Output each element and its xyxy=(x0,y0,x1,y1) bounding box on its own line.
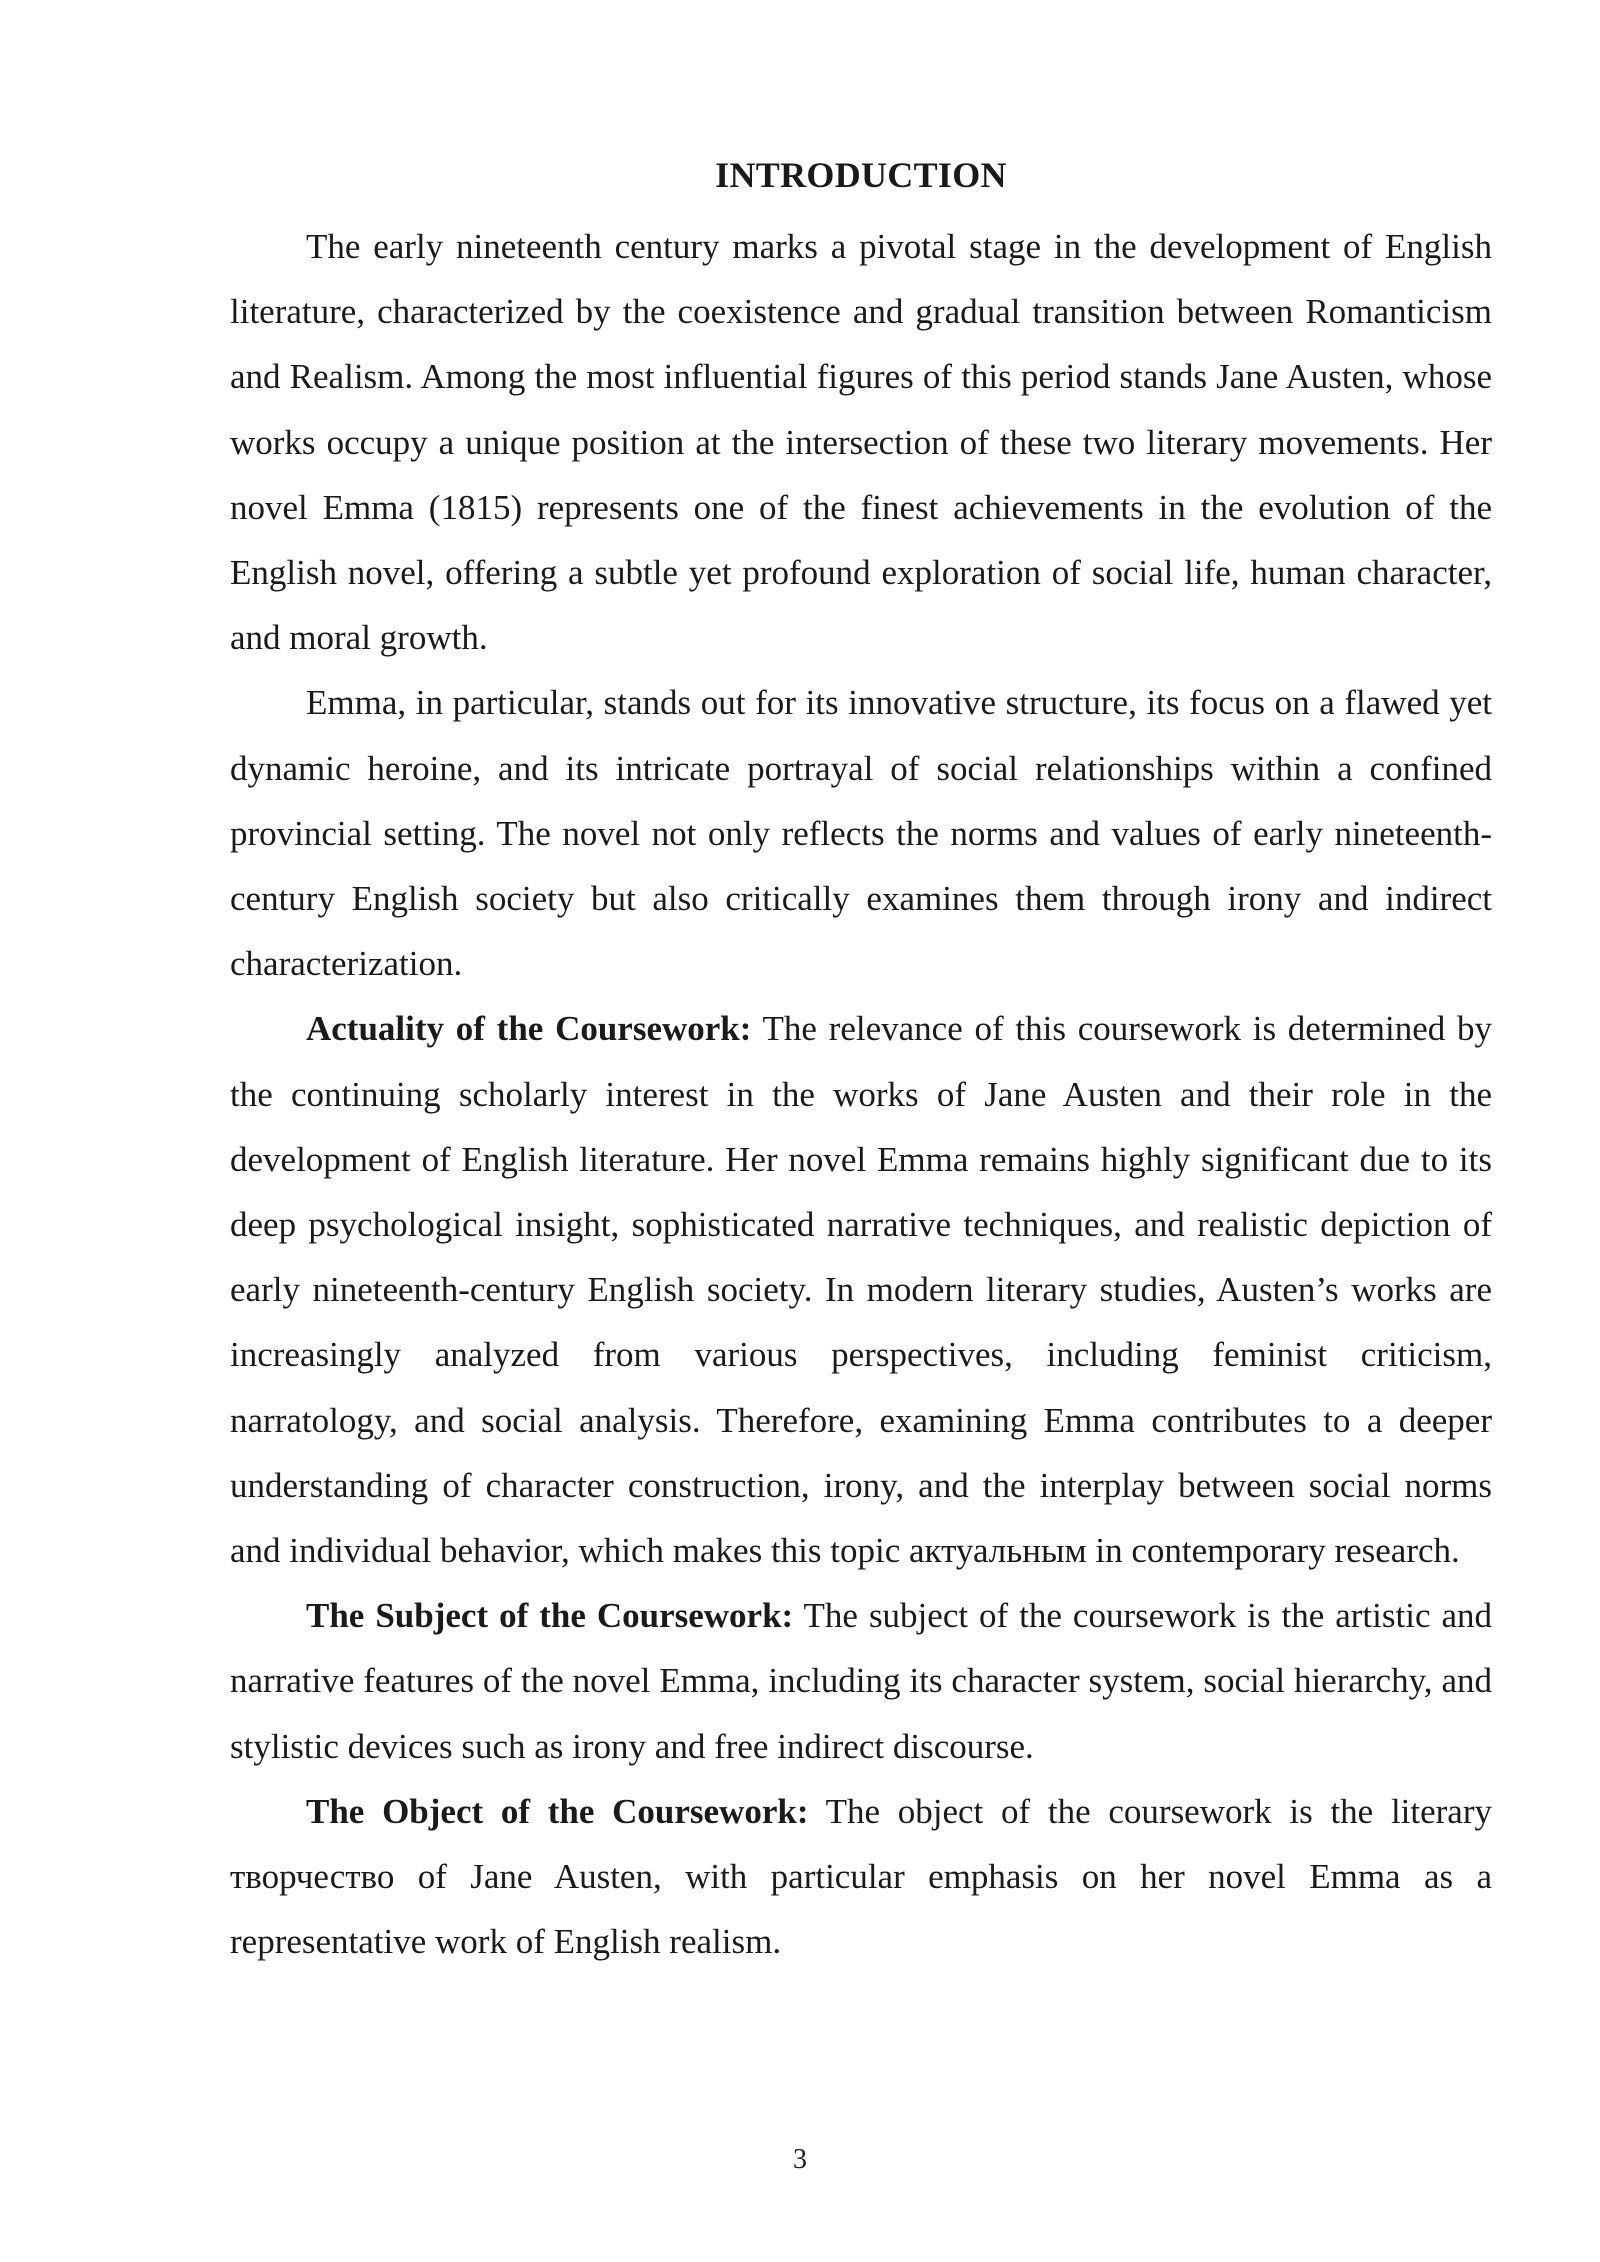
section-title: INTRODUCTION xyxy=(715,155,1007,195)
paragraph-label: The Object of the Coursework: xyxy=(306,1791,809,1831)
paragraph-object xyxy=(230,1779,1492,1975)
paragraph-subject xyxy=(230,1583,1492,1779)
page-content xyxy=(230,150,1492,1974)
paragraph-text: The object of the coursework is the literary творчество of Jane Austen, with particular emphasis on her novel Emma as a representative work of English realism. xyxy=(230,1791,1492,1962)
paragraph-label: Actuality of the Coursework: xyxy=(306,1009,752,1049)
paragraph-text: The subject of the coursework is the artistic and narrative features of the novel Emma, including its character system, social hierarchy, and stylistic devices such as irony and free indirect discourse. xyxy=(230,1596,1492,1766)
paragraph-text: Emma, in particular, stands out for its innovative structure, its focus on a flawed yet dynamic heroine, and its intricate portrayal of social relationships within a confined provincial setting. The novel not only reflects the norms and values of early nineteenth-century English society but also critically examines them through irony and indirect characterization. xyxy=(230,683,1492,984)
paragraph-actuality xyxy=(230,996,1492,1583)
paragraph-text: The relevance of this coursework is determined by the continuing scholarly interest in the works of Jane Austen and their role in the development of English literature. Her novel Emma remains highly significant due to its deep psychological insight, sophisticated narrative techniques, and realistic depiction of early nineteenth-century English society. In modern literary studies, Austen’s works are increasingly analyzed from various perspectives, including feminist criticism, narratology, and social analysis. Therefore, examining Emma contributes to a deeper understanding of character construction, irony, and the interplay between social norms and individual behavior, which makes this topic актуальным in contemporary research. xyxy=(230,1009,1492,1571)
paragraph-label: The Subject of the Coursework: xyxy=(306,1596,794,1636)
page-number: 3 xyxy=(793,2144,807,2175)
paragraph-text: The early nineteenth century marks a pivotal stage in the development of English literature, characterized by the coexistence and gradual transition between Romanticism and Realism. Among the most influential figures of this period stands Jane Austen, whose works occupy a unique position at the intersection of these two literary movements. Her novel Emma (1815) represents one of the finest achievements in the evolution of the English novel, offering a subtle yet profound exploration of social life, human character, and moral growth. xyxy=(230,227,1492,658)
paragraph-intro-1 xyxy=(230,214,1492,670)
paragraph-intro-2 xyxy=(230,670,1492,996)
